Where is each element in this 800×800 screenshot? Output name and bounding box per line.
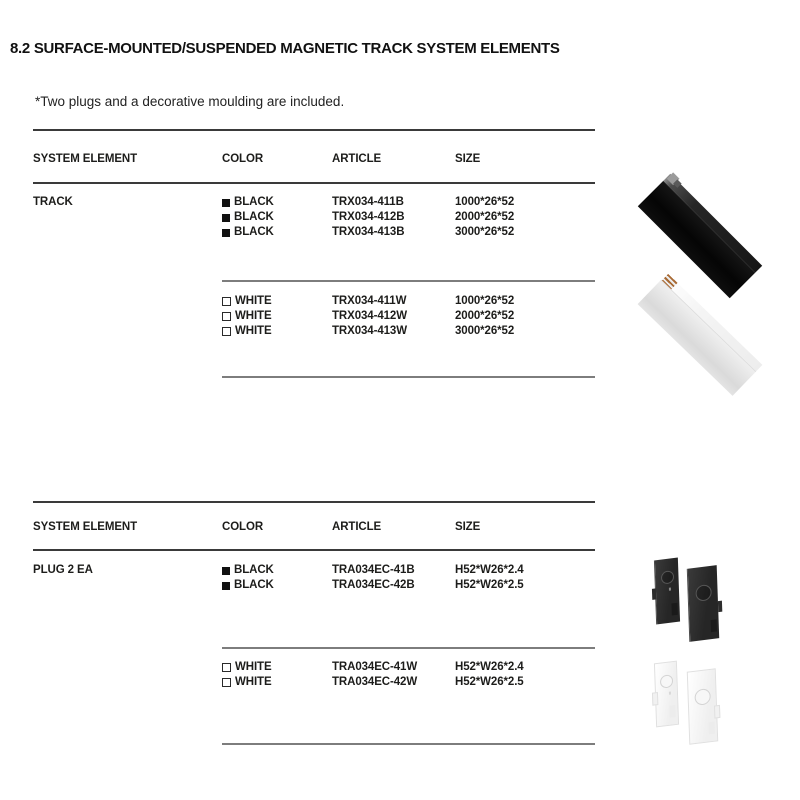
plug-ring-icon	[659, 674, 672, 689]
table-row-size: H52*W26*2.4	[455, 661, 524, 673]
white-swatch-icon	[222, 678, 231, 687]
white-swatch-icon	[222, 663, 231, 672]
table-row-color	[222, 294, 332, 309]
white-plugs-image	[648, 658, 760, 753]
plug-screw-dot	[669, 588, 671, 591]
system-element-label: PLUG 2 EA	[33, 564, 93, 576]
color-label: WHITE	[235, 676, 272, 688]
plug-table	[33, 501, 595, 749]
color-label: BLACK	[234, 211, 274, 223]
table-row-article: TRX034-412B	[332, 211, 405, 223]
track-white-group	[222, 294, 595, 339]
divider	[33, 501, 595, 503]
table-row-article: TRX034-411W	[332, 295, 407, 307]
divider	[33, 549, 595, 551]
color-label: BLACK	[234, 196, 274, 208]
page-title: 8.2 SURFACE-MOUNTED/SUSPENDED MAGNETIC TRACK SYSTEM ELEMENTS	[10, 40, 560, 57]
table-row-size: H52*W26*2.5	[455, 676, 524, 688]
color-label: WHITE	[235, 295, 272, 307]
table-row-color	[222, 195, 332, 210]
column-header-article: ARTICLE	[332, 521, 382, 533]
divider	[222, 743, 595, 745]
white-plug-right	[687, 668, 718, 745]
table-row-article: TRX034-413W	[332, 325, 407, 337]
included-note: *Two plugs and a decorative moulding are included.	[35, 94, 345, 109]
track-black-group	[222, 195, 595, 240]
table-row-article: TRX034-412W	[332, 310, 407, 322]
black-swatch-icon	[222, 582, 230, 590]
column-header-size: SIZE	[455, 153, 481, 165]
plug-ring-icon	[660, 570, 673, 585]
black-plug-left	[654, 558, 680, 625]
track-side-face	[638, 280, 756, 395]
table-row-color	[222, 324, 332, 339]
white-track-image	[648, 286, 752, 382]
black-swatch-icon	[222, 229, 230, 237]
table-row-color	[222, 225, 332, 240]
system-element-label: TRACK	[33, 196, 73, 208]
column-header-size: SIZE	[455, 521, 481, 533]
table-row-size: 3000*26*52	[455, 325, 515, 337]
color-label: BLACK	[234, 579, 274, 591]
table-row-color	[222, 210, 332, 225]
track-table	[33, 129, 595, 381]
white-swatch-icon	[222, 312, 231, 321]
table-row-color	[222, 675, 332, 690]
divider	[33, 129, 595, 131]
white-swatch-icon	[222, 327, 231, 336]
table-row-size: 1000*26*52	[455, 295, 515, 307]
black-plug-right	[687, 565, 719, 642]
black-track-profile	[638, 174, 762, 298]
white-track-profile	[638, 273, 763, 396]
column-header-color: COLOR	[222, 153, 264, 165]
table-row-size: 1000*26*52	[455, 196, 515, 208]
color-label: WHITE	[235, 325, 272, 337]
divider	[222, 376, 595, 378]
black-track-image	[648, 184, 752, 288]
table-row-color	[222, 578, 332, 593]
table-row-size: 2000*26*52	[455, 310, 515, 322]
column-header-color: COLOR	[222, 521, 264, 533]
column-header-article: ARTICLE	[332, 153, 382, 165]
table-header-row	[33, 152, 595, 167]
color-label: BLACK	[234, 564, 274, 576]
black-swatch-icon	[222, 214, 230, 222]
plug-ring-icon	[694, 688, 710, 706]
plug-white-group	[222, 660, 595, 690]
table-row-article: TRX034-411B	[332, 196, 404, 208]
table-row-color	[222, 563, 332, 578]
table-row-size: H52*W26*2.5	[455, 579, 524, 591]
table-row-size: H52*W26*2.4	[455, 564, 524, 576]
plug-ring-icon	[695, 584, 711, 602]
white-swatch-icon	[222, 297, 231, 306]
table-row-color	[222, 660, 332, 675]
table-row-color	[222, 309, 332, 324]
table-row-article: TRA034EC-42W	[332, 676, 418, 688]
column-header-system-element: SYSTEM ELEMENT	[33, 521, 138, 533]
divider	[222, 647, 595, 649]
column-header-system-element: SYSTEM ELEMENT	[33, 153, 138, 165]
table-row-article: TRX034-413B	[332, 226, 405, 238]
plug-screw-dot	[669, 691, 671, 694]
color-label: BLACK	[234, 226, 274, 238]
table-row-article: TRA034EC-41W	[332, 661, 418, 673]
track-side-face	[638, 181, 755, 298]
color-label: WHITE	[235, 661, 272, 673]
divider	[33, 182, 595, 184]
black-swatch-icon	[222, 567, 230, 575]
table-row-size: 3000*26*52	[455, 226, 515, 238]
black-swatch-icon	[222, 199, 230, 207]
divider	[222, 280, 595, 282]
black-plugs-image	[648, 556, 760, 651]
table-row-article: TRA034EC-42B	[332, 579, 415, 591]
white-plug-left	[654, 661, 679, 728]
plug-black-group	[222, 563, 595, 593]
color-label: WHITE	[235, 310, 272, 322]
table-row-size: 2000*26*52	[455, 211, 515, 223]
table-row-article: TRA034EC-41B	[332, 564, 415, 576]
table-header-row	[33, 520, 595, 535]
